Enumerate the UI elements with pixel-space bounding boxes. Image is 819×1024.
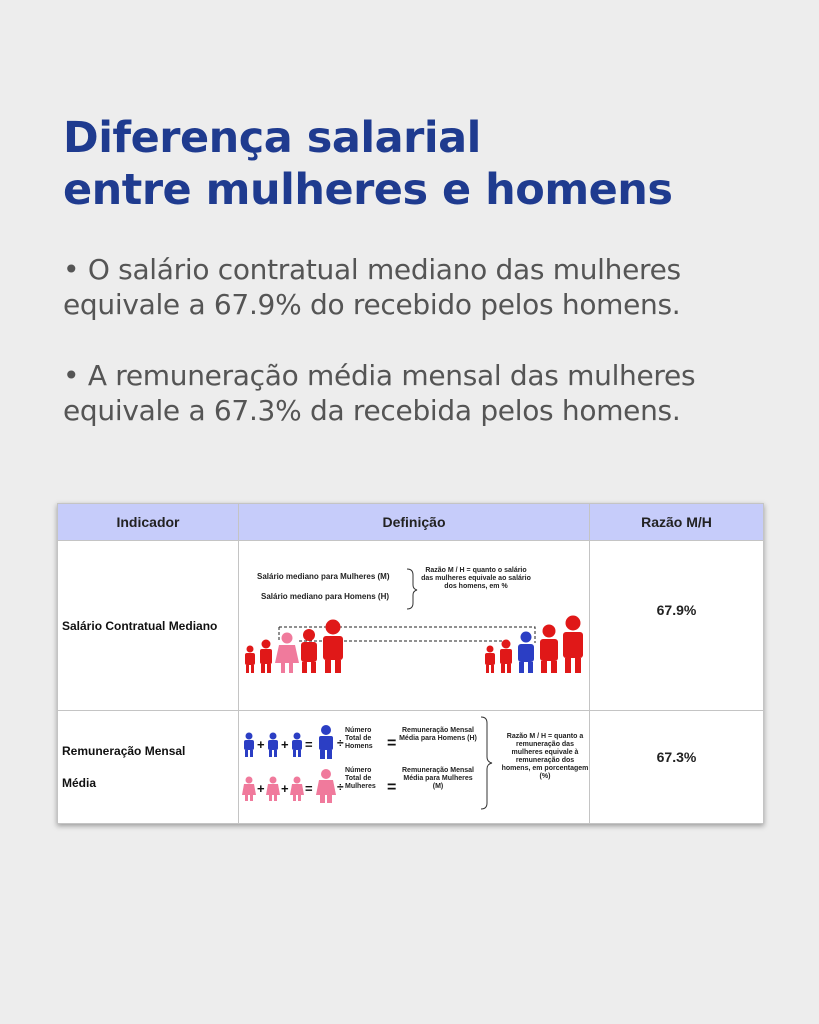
definition-illustration xyxy=(239,711,590,824)
men-average-label: Remuneração Mensal Média para Homens (H) xyxy=(399,727,477,742)
indicator-label: Salário Contratual Mediano xyxy=(62,618,218,633)
bullet-line: equivale a 67.3% da recebida pelos homens. xyxy=(63,394,681,427)
header-definition: Definição xyxy=(239,504,590,541)
page-title xyxy=(63,112,783,216)
women-total-label: Número Total de Mulheres xyxy=(345,767,376,790)
table-row xyxy=(58,541,764,711)
header-indicator: Indicador xyxy=(58,504,239,541)
header-ratio: Razão M/H xyxy=(590,504,764,541)
average-explanation: Razão M / H = quanto a remuneração das mulheres equivale à remuneração dos homens, em porcentagem (%) xyxy=(501,733,589,780)
ratio-cell xyxy=(590,711,764,824)
bullet-average-pay xyxy=(63,358,783,428)
svg-text:=: = xyxy=(387,779,397,796)
table-header-row xyxy=(58,504,764,541)
women-median-label: Salário mediano para Mulheres (M) xyxy=(257,572,390,581)
title-line-2: entre mulheres e homens xyxy=(63,165,673,215)
bullet-line: equivale a 67.9% do recebido pelos homens. xyxy=(63,288,681,321)
bullet-line: • A remuneração média mensal das mulheres xyxy=(63,359,696,392)
svg-text:+: + xyxy=(257,737,265,752)
ratio-value: 67.9% xyxy=(656,601,697,618)
ratio-cell xyxy=(590,541,764,711)
average-formula-illustration xyxy=(239,711,589,824)
indicator-label-line-1: Remuneração Mensal xyxy=(62,744,186,758)
definition-illustration xyxy=(239,541,590,711)
bullet-median-salary xyxy=(63,252,783,322)
svg-text:=: = xyxy=(305,781,313,796)
svg-text:+: + xyxy=(257,781,265,796)
svg-text:÷: ÷ xyxy=(337,736,344,750)
svg-text:=: = xyxy=(305,737,313,752)
ratio-value: 67.3% xyxy=(656,749,697,765)
bullet-line: • O salário contratual mediano das mulheres xyxy=(63,253,681,286)
men-median-label: Salário mediano para Homens (H) xyxy=(261,592,390,601)
svg-text:+: + xyxy=(281,781,289,796)
indicator-cell xyxy=(58,541,239,711)
table-row xyxy=(58,711,764,824)
indicator-table xyxy=(57,503,764,824)
median-people-illustration xyxy=(239,541,589,711)
indicator-cell xyxy=(58,711,239,824)
title-line-1: Diferença salarial xyxy=(63,113,481,163)
indicator-label-line-2: Média xyxy=(62,776,97,790)
svg-text:+: + xyxy=(281,737,289,752)
svg-text:÷: ÷ xyxy=(337,780,344,794)
men-total-label: Número Total de Homens xyxy=(345,727,373,750)
women-average-label: Remuneração Mensal Média para Mulheres (M) xyxy=(402,767,474,790)
median-explanation: Razão M / H = quanto o salário das mulheres equivale ao salário dos homens, em % xyxy=(421,567,531,590)
svg-text:=: = xyxy=(387,735,397,752)
